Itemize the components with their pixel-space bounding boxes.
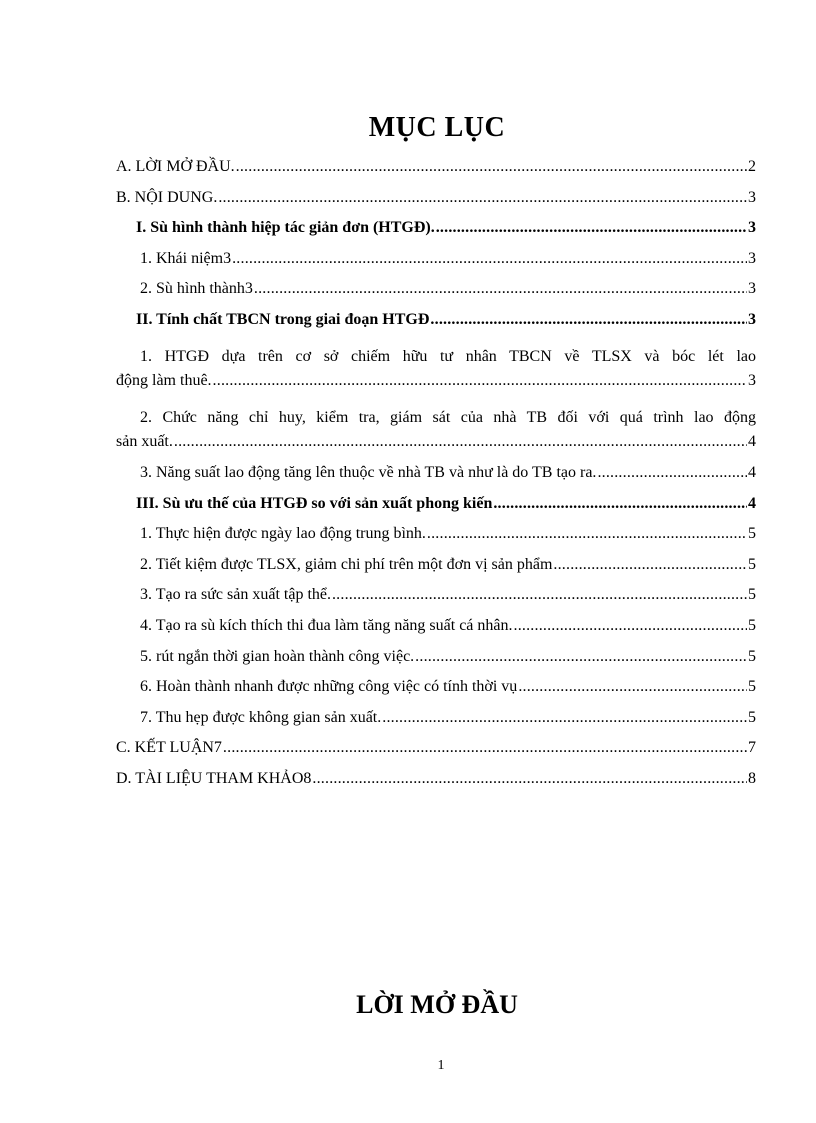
toc-leader bbox=[415, 648, 747, 666]
toc-leader bbox=[332, 586, 747, 604]
toc-page-number: 5 bbox=[748, 586, 756, 604]
toc-leader bbox=[597, 464, 747, 482]
toc-leader bbox=[518, 678, 747, 696]
toc-entry-b-iii-1[interactable] bbox=[116, 525, 756, 556]
toc-entry-label: 1. Thực hiện được ngày lao động trung bình. bbox=[140, 525, 426, 543]
toc-entry-label: 1. Khái niệm3 bbox=[140, 249, 232, 267]
toc-leader bbox=[553, 556, 747, 574]
toc-entry-d[interactable] bbox=[116, 770, 756, 801]
toc-leader bbox=[382, 709, 747, 727]
toc-leader bbox=[174, 433, 747, 451]
toc-page-number: 5 bbox=[748, 616, 756, 634]
toc-leader bbox=[427, 525, 747, 543]
toc-page-number: 4 bbox=[748, 433, 756, 451]
toc-leader bbox=[223, 739, 747, 757]
toc-leader bbox=[213, 372, 747, 390]
toc-leader bbox=[254, 280, 747, 298]
toc-entry-b-i-1[interactable] bbox=[116, 250, 756, 281]
toc-page-number: 5 bbox=[748, 708, 756, 726]
toc-page-number: 2 bbox=[748, 158, 756, 175]
toc-page-number: 5 bbox=[748, 678, 756, 696]
toc-page-number: 4 bbox=[748, 494, 756, 512]
toc-entry-b-ii-2[interactable] bbox=[116, 403, 756, 434]
toc-leader bbox=[232, 250, 747, 268]
toc-entry-label: A. LỜI MỞ ĐẦU. bbox=[116, 158, 235, 175]
toc-entry-b-iii-2[interactable] bbox=[116, 556, 756, 587]
toc-leader bbox=[493, 495, 747, 513]
toc-entry-b-ii-1[interactable] bbox=[116, 342, 756, 373]
toc-leader bbox=[312, 770, 747, 788]
toc-entry-b-iii-7[interactable] bbox=[116, 709, 756, 740]
toc-page-number: 7 bbox=[748, 739, 756, 757]
toc-entry-c[interactable] bbox=[116, 739, 756, 770]
toc-page-number: 3 bbox=[748, 249, 756, 267]
toc-leader bbox=[236, 158, 747, 176]
toc-leader bbox=[218, 189, 747, 207]
toc-page-number: 3 bbox=[748, 310, 756, 328]
toc-entry-label: 6. Hoàn thành nhanh được những công việc có tính thời vụ bbox=[140, 678, 518, 696]
toc-entry-label: 2. Sù hình thành3 bbox=[140, 280, 253, 298]
toc-entry-b-ii-1-continued[interactable] bbox=[116, 372, 756, 403]
toc-entry-label: II. Tính chất TBCN trong giai đoạn HTGĐ bbox=[136, 310, 430, 328]
toc-leader bbox=[436, 219, 747, 237]
toc-entry-label: 2. Tiết kiệm được TLSX, giảm chi phí trên một đơn vị sản phẩm bbox=[140, 555, 553, 573]
toc-entry-a[interactable] bbox=[116, 158, 756, 189]
toc-entry-b-ii[interactable] bbox=[116, 311, 756, 342]
page-number: 1 bbox=[437, 1058, 445, 1073]
toc-entry-label: 5. rút ngắn thời gian hoàn thành công việc. bbox=[140, 647, 415, 665]
toc-entry-b[interactable] bbox=[116, 189, 756, 220]
toc-page-number: 3 bbox=[748, 219, 756, 237]
toc-page-number: 3 bbox=[748, 372, 756, 390]
toc-entry-b-iii-5[interactable] bbox=[116, 648, 756, 679]
toc-page-number: 5 bbox=[748, 555, 756, 573]
toc-entry-b-iii-3[interactable] bbox=[116, 586, 756, 617]
toc-entry-b-ii-3[interactable] bbox=[116, 464, 756, 495]
toc-page-number: 3 bbox=[748, 280, 756, 298]
toc-page-number: 8 bbox=[748, 769, 756, 787]
toc-page-number: 5 bbox=[748, 647, 756, 665]
toc-page-number: 3 bbox=[748, 188, 756, 206]
section-heading: LỜI MỞ ĐẦU bbox=[356, 990, 518, 1019]
toc-entry-label: 2. Chức năng chỉ huy, kiểm tra, giám sát của nhà TB đối với quá trình lao động bbox=[140, 408, 756, 426]
toc-entry-label: 4. Tạo ra sù kích thích thi đua làm tăng năng suất cá nhân. bbox=[140, 616, 513, 634]
toc-entry-b-iii[interactable] bbox=[116, 495, 756, 526]
toc-entry-label: 3. Năng suất lao động tăng lên thuộc về nhà TB và như là do TB tạo ra. bbox=[140, 463, 597, 481]
toc-entry-label: D. TÀI LIỆU THAM KHẢO8 bbox=[116, 769, 312, 787]
toc-entry-label: động làm thuê. bbox=[116, 372, 212, 390]
toc-entry-label: I. Sù hình thành hiệp tác giản đơn (HTGĐ). bbox=[136, 219, 435, 237]
toc-leader bbox=[514, 617, 748, 635]
toc-entry-label: C. KẾT LUẬN7 bbox=[116, 739, 222, 757]
toc-entry-label: B. NỘI DUNG. bbox=[116, 188, 218, 206]
toc-entry-b-iii-4[interactable] bbox=[116, 617, 756, 648]
toc-entry-b-i[interactable] bbox=[116, 219, 756, 250]
toc-entry-b-i-2[interactable] bbox=[116, 280, 756, 311]
table-of-contents bbox=[116, 158, 756, 800]
toc-entry-b-iii-6[interactable] bbox=[116, 678, 756, 709]
toc-leader bbox=[430, 311, 747, 329]
toc-entry-label: sản xuất. bbox=[116, 433, 173, 451]
toc-page-number: 4 bbox=[748, 463, 756, 481]
toc-entry-label: 7. Thu hẹp được không gian sản xuất. bbox=[140, 708, 382, 726]
toc-title: MỤC LỤC bbox=[368, 112, 506, 143]
toc-page-number: 5 bbox=[748, 525, 756, 543]
toc-entry-label: 1. HTGĐ dựa trên cơ sở chiếm hữu tư nhân TBCN về TLSX và bóc lét lao bbox=[140, 347, 756, 365]
toc-entry-label: 3. Tạo ra sức sản xuất tập thể. bbox=[140, 586, 331, 604]
toc-entry-label: III. Sù ưu thế của HTGĐ so với sản xuất phong kiến bbox=[136, 494, 493, 512]
toc-entry-b-ii-2-continued[interactable] bbox=[116, 433, 756, 464]
